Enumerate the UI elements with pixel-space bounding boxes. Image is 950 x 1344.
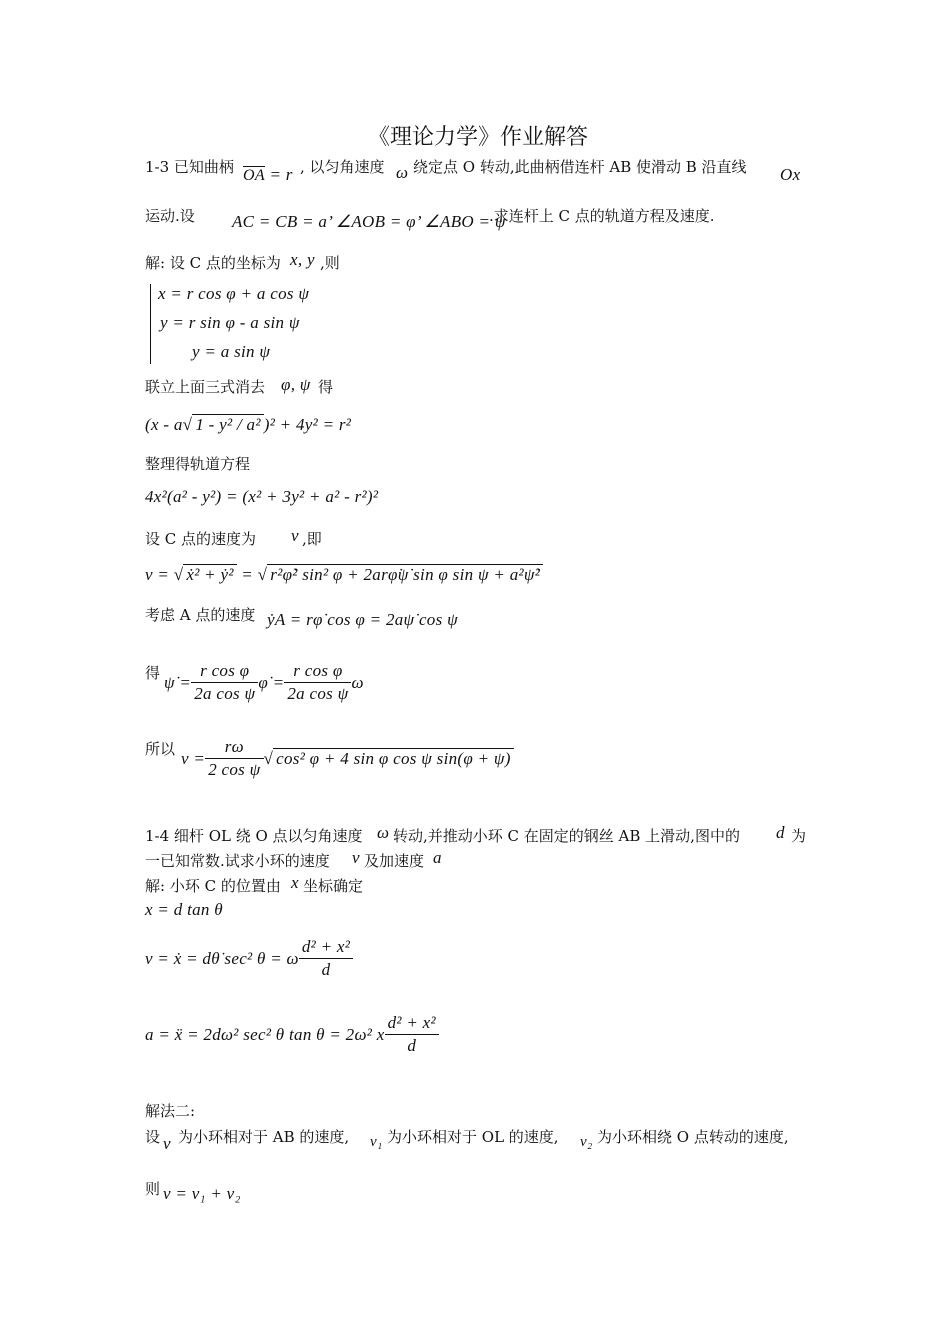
condition-formula: AC = CB = a’ ∠AOB = φ’ ∠ABO = ψ [232, 212, 506, 231]
text: 坐标确定 [303, 877, 364, 895]
system-brace [150, 284, 151, 364]
text: 为小环相绕 O 点转动的速度, [597, 1128, 789, 1146]
text: 设 C 点的速度为 [145, 530, 257, 548]
equation-3: y = a sin ψ [192, 342, 271, 361]
fraction: $\frac{\text{r cos φ}}{\text{2a cos ψ}}$ [191, 660, 258, 705]
text: 为小环相对于 AB 的速度, [178, 1128, 350, 1146]
text: 整理得轨道方程 [145, 455, 251, 473]
text: 1-4 细杆 OL 绕 O 点以匀角速度 [145, 827, 363, 845]
equation-1: x = r cos φ + a cos ψ [158, 284, 310, 303]
velocity-equation: v = √ ẋ² + ẏ² = √ r²φ̇² sin² φ + 2arφ̇ψ̇ sin φ sin ψ + a²ψ̇² [145, 564, 543, 585]
phi-psi-symbols: φ, ψ [281, 375, 311, 394]
text: 为 [791, 827, 807, 845]
v-symbol: v [352, 848, 360, 867]
page-title: 《理论力学》作业解答 [368, 125, 589, 150]
trajectory-equation: 4x²(a² - y²) = (x² + 3y² + a² - r²)² [145, 487, 379, 506]
omega-symbol: ω [396, 163, 409, 182]
equation-a: a = ẍ = 2dω² sec² θ tan θ = 2ω² x $\frac{\text{d² + x²}}{d}$ [145, 1012, 439, 1057]
text: 解法二: [145, 1102, 196, 1120]
v-symbol: v [291, 526, 299, 545]
text: .求连杆上 C 点的轨道方程及速度. [489, 207, 715, 225]
text: 联立上面三式消去 [145, 378, 266, 396]
fraction: $\frac{r\omega}{\text{2 cos ψ}}$ [205, 736, 263, 781]
problem-1-3-line1 [145, 156, 234, 177]
final-equation: v = v₁ + v₂ [163, 1184, 241, 1203]
text: 考虑 A 点的速度 [145, 606, 256, 624]
formula-oa: OA = r [243, 165, 293, 184]
text: 转动,并推动小环 C 在固定的钢丝 AB 上滑动,图中的 [393, 827, 740, 845]
text: 设 [145, 1128, 161, 1146]
text: ,则 [320, 254, 340, 272]
text: 绕定点 O 转动,此曲柄借连杆 AB 使滑动 B 沿直线 [413, 158, 747, 176]
xy-symbols: x, y [290, 250, 315, 269]
equation-v: v = ẋ = dθ̇ sec² θ = ω $\frac{\text{d² + x²}}{d}$ [145, 936, 353, 981]
d-symbol: d [776, 823, 785, 842]
text: 则 [145, 1180, 161, 1198]
final-velocity-equation: 所以 v = $\frac{r\omega}{\text{2 cos ψ}}$ √ cos² φ + 4 sin φ cos ψ sin(φ + ψ) [145, 736, 514, 781]
text: ,即 [302, 530, 322, 548]
text: 1-3 已知曲柄 [145, 158, 234, 176]
result-equation-1: (x - a√ 1 - y² / a² )² + 4y² = r² [145, 415, 352, 434]
ya-equation: ẏA = rφ̇ cos φ = 2aψ̇ cos ψ [267, 610, 458, 629]
a-symbol: a [433, 848, 442, 867]
x-symbol: x [291, 873, 299, 892]
text: , 以匀角速度 [300, 158, 385, 176]
v2-symbol: v₂ [580, 1134, 593, 1150]
text: 解: 设 C 点的坐标为 [145, 254, 281, 272]
text: 运动.设 [145, 207, 195, 225]
fraction: $\frac{\text{r cos φ}}{\text{2a cos ψ}}$ [284, 660, 351, 705]
equation-2: y = r sin φ - a sin ψ [160, 313, 300, 332]
equation-x: x = d tan θ [145, 900, 223, 919]
text: 得 [318, 378, 334, 396]
ox-symbol: Ox [780, 165, 801, 184]
omega-symbol: ω [377, 823, 390, 842]
v-symbol: v [163, 1134, 171, 1153]
fraction: $\frac{\text{d² + x²}}{d}$ [299, 936, 353, 981]
text: 解: 小环 C 的位置由 [145, 877, 281, 895]
text: 及加速度 [364, 852, 425, 870]
v1-symbol: v₁ [370, 1134, 383, 1150]
psidot-equation: 得 ψ̇ = $\frac{\text{r cos φ}}{\text{2a cos ψ}}$ φ̇ = $\frac{\text{r cos φ}}{\text{2a cos ψ}}$ ω [145, 661, 364, 703]
text: 一已知常数.试求小环的速度 [145, 852, 330, 870]
fraction: $\frac{\text{d² + x²}}{d}$ [385, 1012, 439, 1057]
text: 为小环相对于 OL 的速度, [387, 1128, 559, 1146]
